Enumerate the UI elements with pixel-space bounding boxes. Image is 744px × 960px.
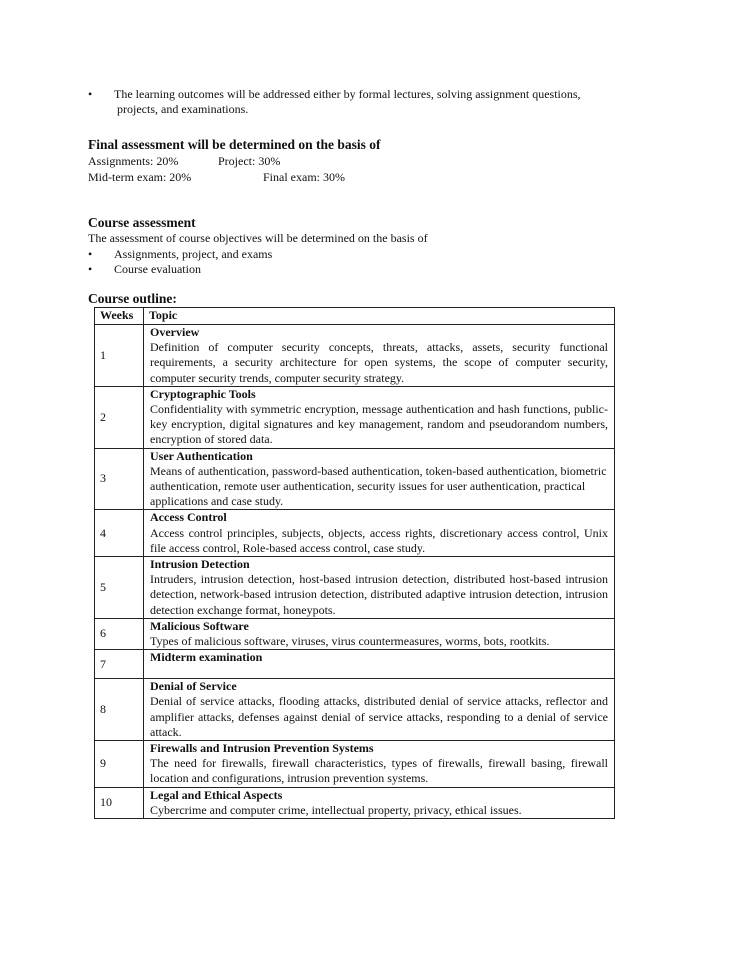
topic-description: Types of malicious software, viruses, virus countermeasures, worms, bots, rootkits. bbox=[150, 634, 550, 649]
week-number: 3 bbox=[95, 448, 144, 510]
intro-line-1: The learning outcomes will be addressed either by formal lectures, solving assignment questions, bbox=[114, 87, 581, 101]
project-weight: Project: 30% bbox=[218, 154, 281, 168]
topic-cell bbox=[144, 787, 615, 818]
topic-description: Intruders, intrusion detection, host-based intrusion detection, distributed host-based intrusion detection, network-based intrusion detection, distributed adaptive intrusion detection, intrusion detection exchange format, honeypots. bbox=[150, 572, 608, 617]
bullet-icon: • bbox=[88, 246, 93, 261]
course-assessment-list bbox=[88, 247, 648, 278]
table-row bbox=[95, 618, 615, 649]
topic-title: Access Control bbox=[150, 510, 227, 525]
topic-title: User Authentication bbox=[150, 448, 253, 463]
final-assessment-row-2 bbox=[88, 169, 648, 185]
week-number: 1 bbox=[95, 325, 144, 387]
final-assessment-row-1 bbox=[88, 153, 648, 169]
list-item: • Course evaluation bbox=[88, 262, 201, 276]
topic-cell bbox=[144, 618, 615, 649]
topic-cell bbox=[144, 386, 615, 448]
topic-title: Denial of Service bbox=[150, 679, 237, 694]
course-outline-heading: Course outline: bbox=[88, 291, 177, 306]
list-item: • Assignments, project, and exams bbox=[88, 246, 273, 261]
final-assessment-heading: Final assessment will be determined on the basis of bbox=[88, 137, 381, 152]
table-row bbox=[95, 787, 615, 818]
table-row bbox=[95, 448, 615, 510]
intro-line-2: projects, and examinations. bbox=[117, 102, 249, 116]
topic-description: Confidentiality with symmetric encryption, message authentication and hash functions, public-key encryption, digital signatures and key management, random and pseudorandom numbers, encryption of stored data. bbox=[150, 402, 608, 447]
week-number: 7 bbox=[95, 650, 144, 679]
bullet-icon: • bbox=[88, 262, 93, 276]
table-row bbox=[95, 510, 615, 557]
week-number: 10 bbox=[95, 787, 144, 818]
table-header-row bbox=[95, 308, 615, 325]
topic-description: Access control principles, subjects, objects, access rights, discretionary access control, Unix file access control, Role-based access control, case study. bbox=[150, 525, 608, 555]
week-number: 4 bbox=[95, 510, 144, 557]
topic-title: Firewalls and Intrusion Prevention Systems bbox=[150, 741, 374, 756]
midterm-weight: Mid-term exam: 20% bbox=[88, 170, 192, 184]
midterm-cell: Midterm examination bbox=[144, 650, 615, 679]
topic-description: Denial of service attacks, flooding attacks, distributed denial of service attacks, reflector and amplifier attacks, defenses against denial of service attacks, responding to a denial of service attack. bbox=[150, 694, 608, 739]
topic-cell bbox=[144, 557, 615, 619]
table-row bbox=[95, 741, 615, 788]
topic-title: Overview bbox=[150, 325, 200, 339]
topic-title: Cryptographic Tools bbox=[150, 386, 256, 401]
intro-bullet bbox=[88, 87, 648, 117]
topic-title: Intrusion Detection bbox=[150, 557, 250, 572]
table-row bbox=[95, 325, 615, 387]
topic-title: Legal and Ethical Aspects bbox=[150, 787, 283, 802]
course-assessment-section bbox=[88, 214, 648, 278]
topic-cell bbox=[144, 325, 615, 387]
topic-header: Topic bbox=[144, 308, 615, 325]
bullet-icon: • bbox=[88, 87, 93, 101]
assignments-weight: Assignments: 20% bbox=[88, 154, 179, 168]
intro-text bbox=[114, 87, 648, 117]
topic-cell bbox=[144, 741, 615, 788]
topic-cell bbox=[144, 448, 615, 510]
weeks-header: Weeks bbox=[95, 308, 144, 325]
table-row bbox=[95, 557, 615, 619]
final-exam-weight: Final exam: 30% bbox=[263, 170, 345, 184]
week-number: 9 bbox=[95, 741, 144, 788]
topic-cell bbox=[144, 679, 615, 741]
table-row bbox=[95, 386, 615, 448]
topic-description: Means of authentication, password-based authentication, token-based authentication, biometric authentication, remote user authentication, security issues for user authentication, practical applications and case study. bbox=[150, 463, 607, 509]
table-row bbox=[95, 679, 615, 741]
topic-description: Definition of computer security concepts, threats, attacks, assets, security functional requirements, a security architecture for open systems, the scope of computer security, computer security trends, computer security strategy. bbox=[150, 340, 608, 385]
week-number: 2 bbox=[95, 386, 144, 448]
course-outline-table bbox=[94, 307, 615, 819]
course-assessment-text: The assessment of course objectives will be determined on the basis of bbox=[88, 231, 428, 245]
topic-cell bbox=[144, 510, 615, 557]
week-number: 6 bbox=[95, 618, 144, 649]
topic-title: Malicious Software bbox=[150, 618, 249, 633]
week-number: 5 bbox=[95, 557, 144, 619]
course-assessment-heading: Course assessment bbox=[88, 215, 196, 230]
topic-description: The need for firewalls, firewall characteristics, types of firewalls, firewall basing, firewall location and configurations, intrusion prevention systems. bbox=[150, 756, 608, 786]
week-number: 8 bbox=[95, 679, 144, 741]
topic-description: Cybercrime and computer crime, intellectual property, privacy, ethical issues. bbox=[150, 802, 522, 817]
table-row bbox=[95, 650, 615, 679]
final-assessment-section bbox=[88, 136, 648, 185]
